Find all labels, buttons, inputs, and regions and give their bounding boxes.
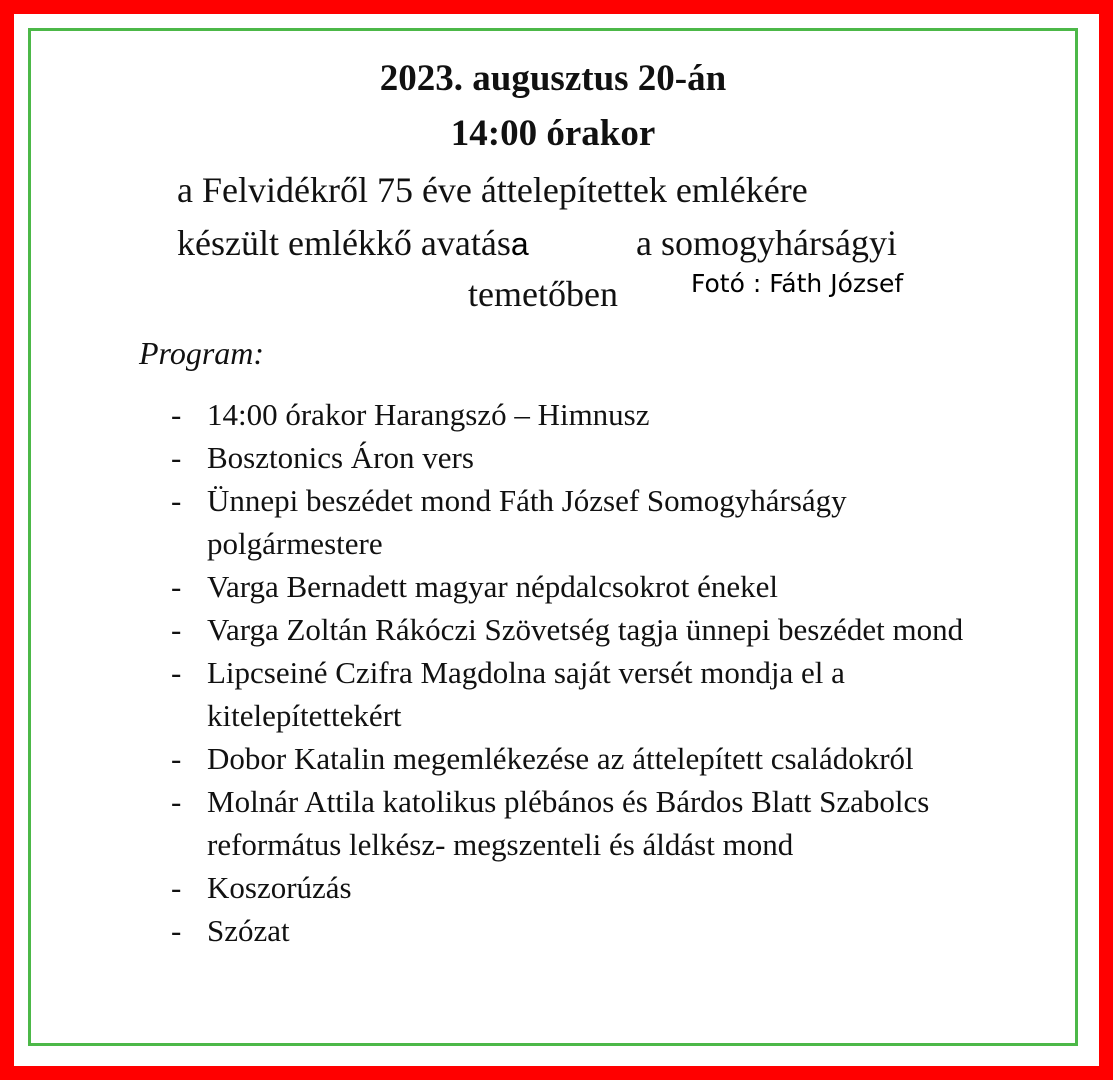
program-item-dash: - — [171, 569, 182, 604]
event-purpose-line-1: a Felvidékről 75 éve áttelepítettek emlékére — [177, 170, 808, 210]
program-item-dash: - — [171, 870, 182, 905]
event-purpose-overlay-letter: a — [510, 226, 529, 262]
program-item-text: Varga Bernadett magyar népdalcsokrot énekel — [207, 569, 778, 604]
program-item-dash: - — [171, 913, 182, 948]
program-item — [171, 393, 1031, 436]
program-item — [171, 436, 1031, 479]
poster-frame — [14, 14, 1099, 1066]
program-list — [171, 393, 1031, 952]
program-item-dash: - — [171, 784, 182, 819]
program-item — [171, 780, 1031, 866]
program-item — [171, 608, 1031, 651]
event-time: 14:00 órakor — [450, 113, 656, 154]
program-item-text: Molnár Attila katolikus plébános és Bárdos Blatt Szabolcs református lelkész- megszenteli és áldást mond — [207, 784, 930, 862]
program-item — [171, 866, 1031, 909]
program-item — [171, 565, 1031, 608]
program-item-text: Ünnepi beszédet mond Fáth József Somogyhárságy polgármestere — [207, 483, 847, 561]
program-item-text: Lipcseiné Czifra Magdolna saját versét mondja el a kitelepítettekért — [207, 655, 845, 733]
event-purpose-line-2-text: készült emlékkő avatás — [177, 223, 511, 263]
program-item-text: Dobor Katalin megemlékezése az áttelepített családokról — [207, 741, 914, 776]
event-purpose-line-3: temetőben — [468, 274, 618, 314]
program-item-text: Varga Zoltán Rákóczi Szövetség tagja ünnepi beszédet mond — [207, 612, 964, 647]
program-item — [171, 651, 1031, 737]
program-item-text: 14:00 órakor Harangszó – Himnusz — [207, 397, 650, 432]
event-purpose-line-2-end: a somogyhárságyi — [636, 223, 897, 263]
program-item-dash: - — [171, 655, 182, 690]
program-item-text: Szózat — [207, 913, 290, 948]
photo-credit: Fotó : Fáth József — [691, 269, 904, 298]
program-item-dash: - — [171, 741, 182, 776]
event-purpose-line-2 — [177, 223, 529, 264]
program-item — [171, 737, 1031, 780]
event-date: 2023. augusztus 20-án — [379, 58, 727, 99]
program-item-dash: - — [171, 612, 182, 647]
program-item-text: Bosztonics Áron vers — [207, 440, 474, 475]
program-item-dash: - — [171, 397, 182, 432]
poster-inner-border — [28, 28, 1078, 1046]
program-item-dash: - — [171, 483, 182, 518]
program-label: Program: — [139, 335, 265, 371]
program-item-dash: - — [171, 440, 182, 475]
program-item — [171, 479, 1031, 565]
program-item-text: Koszorúzás — [207, 870, 352, 905]
program-item — [171, 909, 1031, 952]
